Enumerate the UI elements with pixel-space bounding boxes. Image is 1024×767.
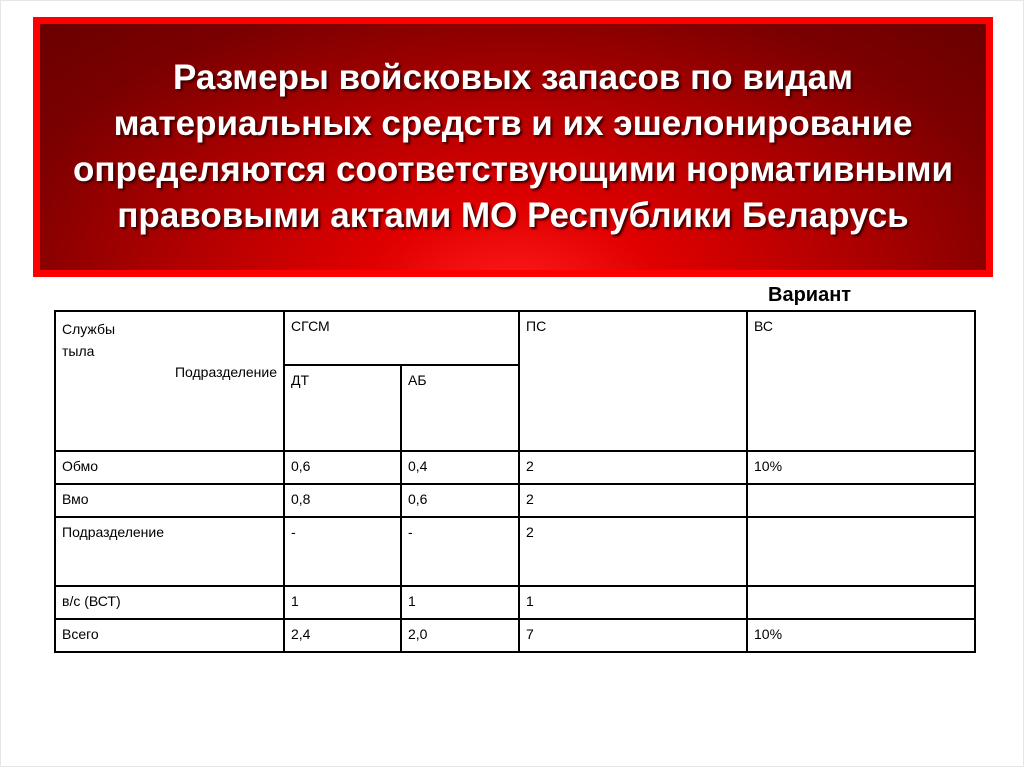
corner-header-cell [55, 311, 284, 451]
header-vs: ВС [747, 311, 975, 451]
cell-vs: 10% [747, 451, 975, 484]
cell-dt: 0,6 [284, 451, 401, 484]
row-label: в/с (ВСТ) [55, 586, 284, 619]
table-row [55, 484, 975, 517]
table-row [55, 451, 975, 484]
subheader-dt: ДТ [284, 365, 401, 451]
cell-ab: - [401, 517, 519, 586]
row-label: Вмо [55, 484, 284, 517]
variant-label: Вариант [768, 284, 852, 306]
header-ps: ПС [519, 311, 747, 451]
cell-vs [747, 517, 975, 586]
row-label: Подразделение [55, 517, 284, 586]
cell-vs [747, 484, 975, 517]
corner-header-rear: тыла [62, 343, 95, 359]
cell-ab: 2,0 [401, 619, 519, 652]
table-row [55, 517, 975, 586]
reserves-table [54, 310, 976, 653]
cell-vs [747, 586, 975, 619]
row-label: Обмо [55, 451, 284, 484]
cell-dt: - [284, 517, 401, 586]
cell-ps: 7 [519, 619, 747, 652]
corner-header-unit: Подразделение [174, 364, 277, 380]
header-sgsm: СГСМ [284, 311, 519, 365]
slide-title: Размеры войсковых запасов по видам материальных средств и их эшелонирование определяются соответствующими нормативными правовыми актами МО Республики Беларусь [73, 58, 953, 235]
title-banner [33, 17, 993, 277]
corner-header-services: Службы [62, 321, 116, 337]
cell-ab: 0,6 [401, 484, 519, 517]
cell-ps: 2 [519, 517, 747, 586]
cell-ab: 0,4 [401, 451, 519, 484]
cell-dt: 0,8 [284, 484, 401, 517]
cell-ps: 1 [519, 586, 747, 619]
cell-ab: 1 [401, 586, 519, 619]
cell-dt: 1 [284, 586, 401, 619]
table-row [55, 586, 975, 619]
cell-ps: 2 [519, 451, 747, 484]
cell-ps: 2 [519, 484, 747, 517]
subheader-ab: АБ [401, 365, 519, 451]
cell-dt: 2,4 [284, 619, 401, 652]
table-row [55, 619, 975, 652]
row-label: Всего [55, 619, 284, 652]
table-header-row [55, 311, 975, 365]
cell-vs: 10% [747, 619, 975, 652]
